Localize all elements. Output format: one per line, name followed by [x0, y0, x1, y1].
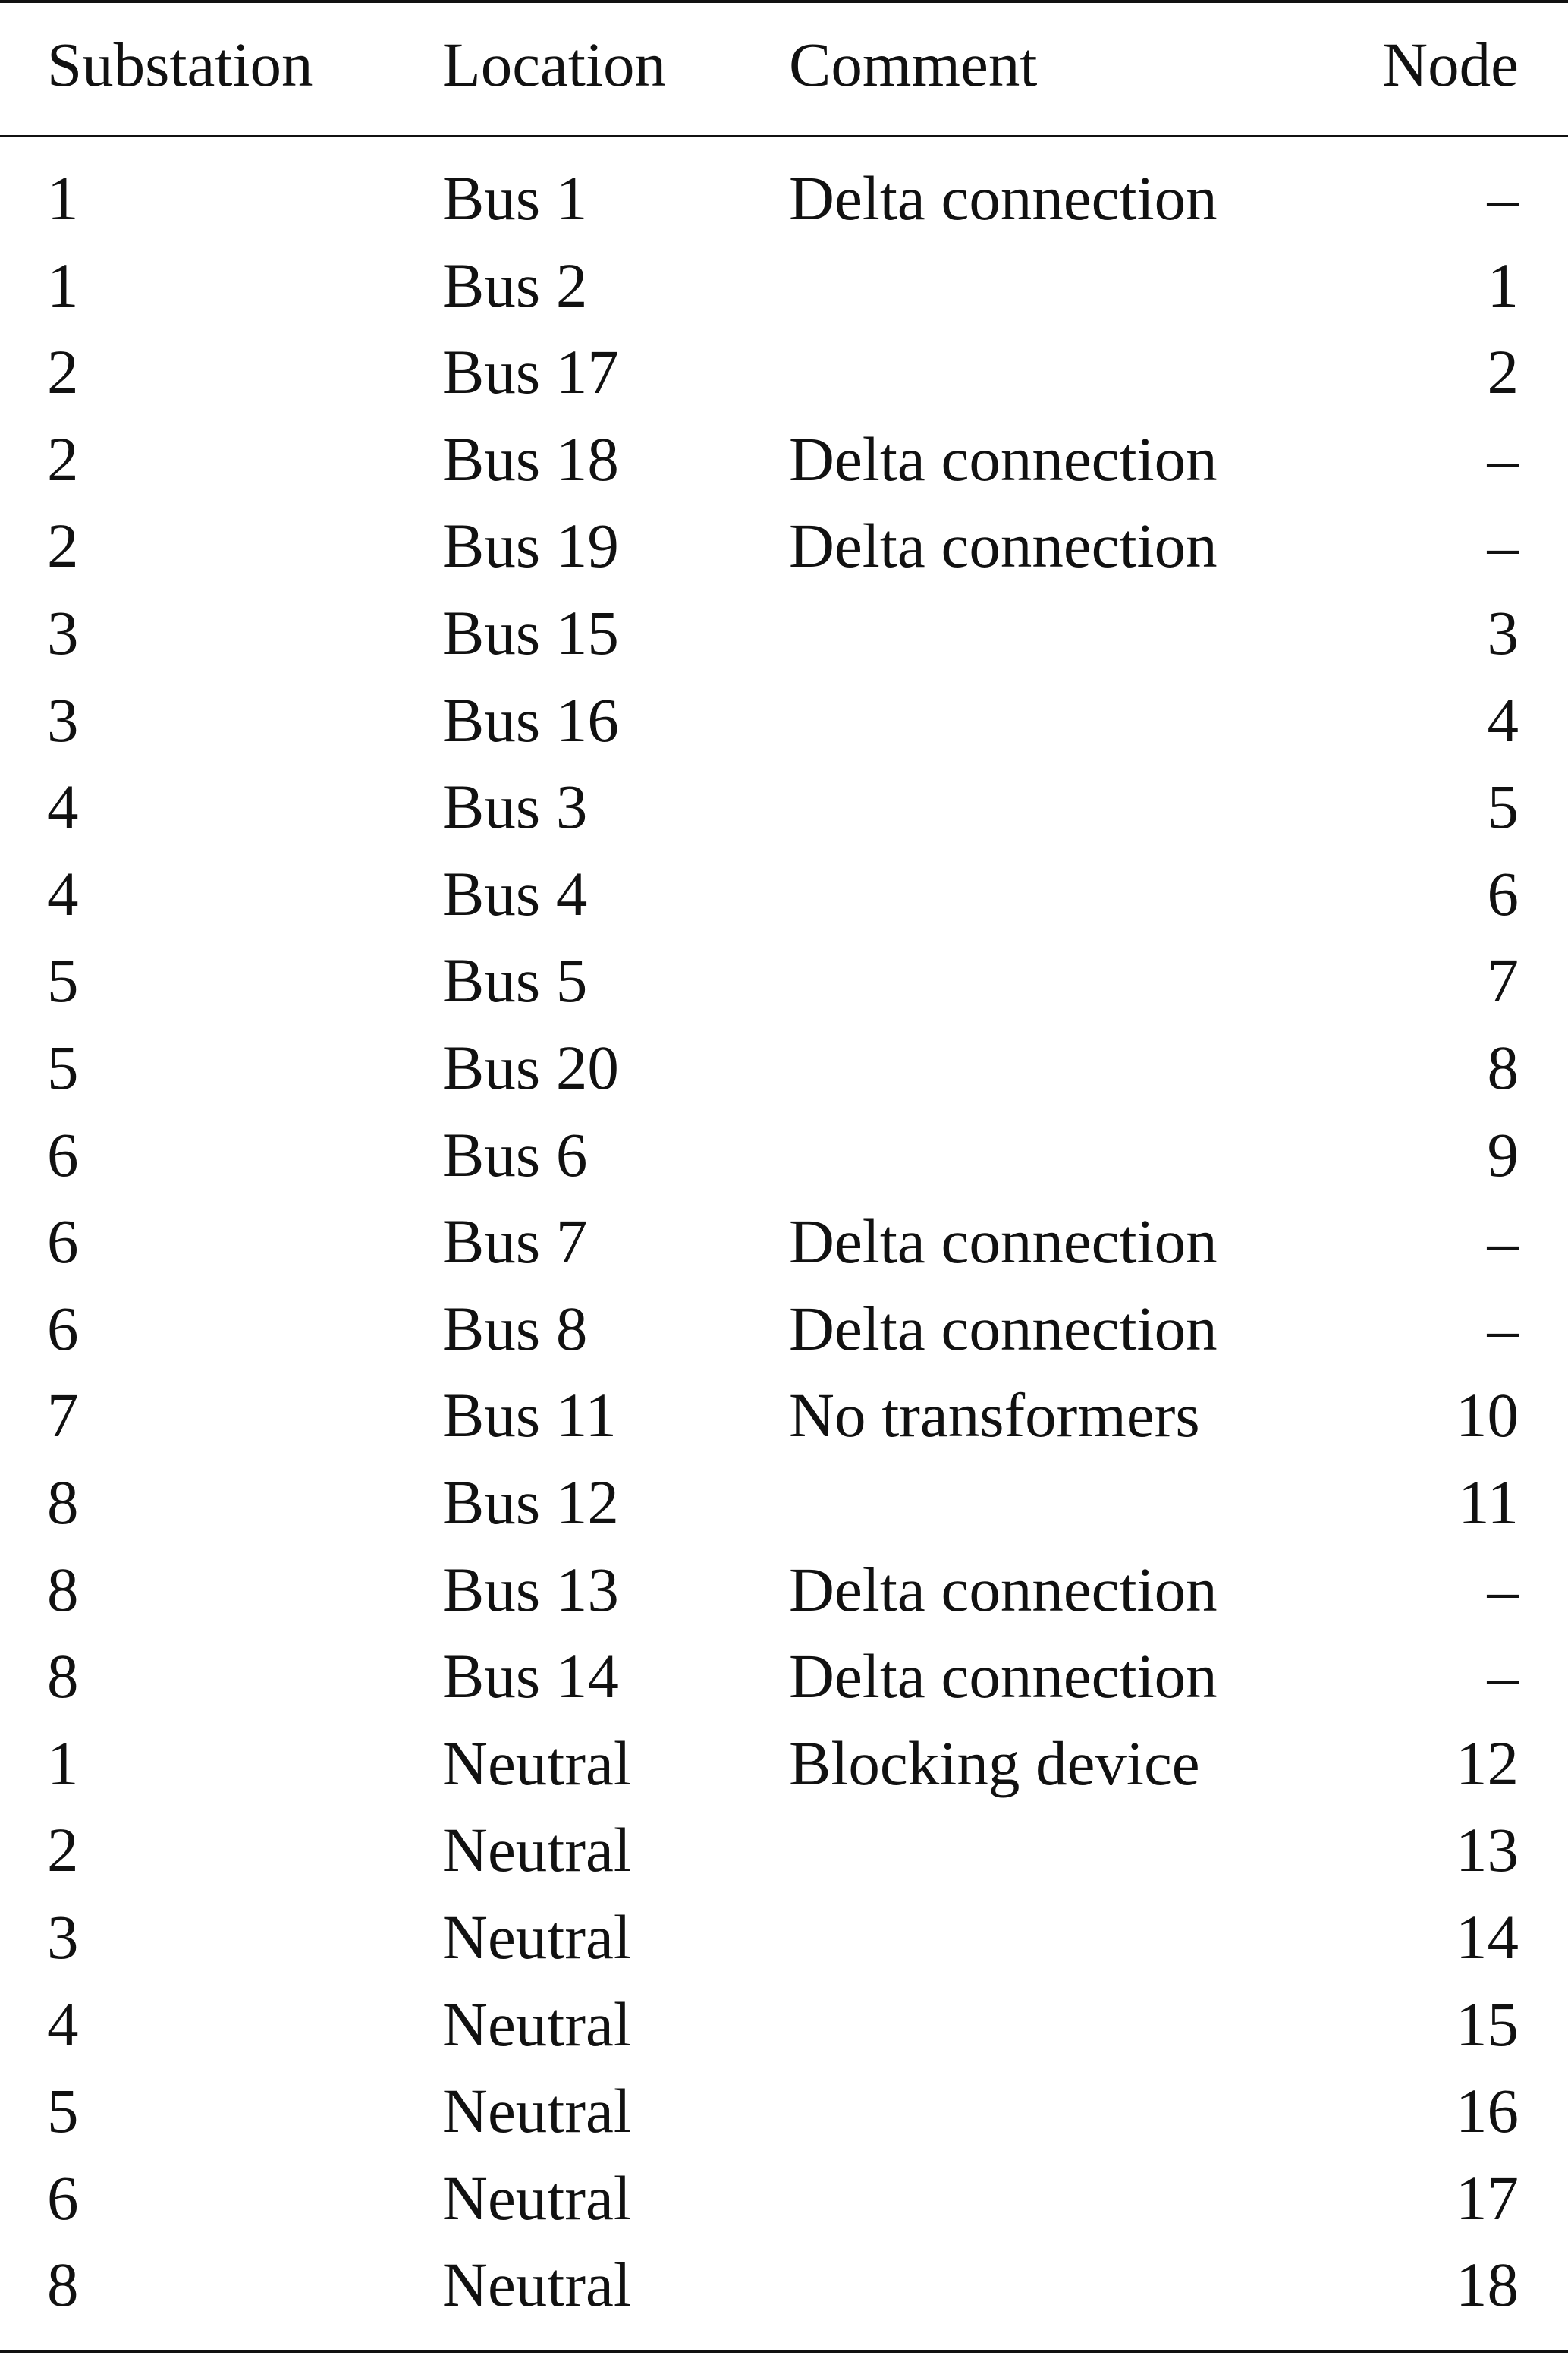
cell-substation: 6 [47, 1294, 79, 1363]
cell-substation: 8 [47, 1467, 79, 1537]
cell-location: Neutral [442, 1902, 631, 1972]
cell-substation: 5 [47, 2076, 79, 2146]
cell-substation: 2 [47, 424, 79, 494]
table-row [0, 590, 1568, 676]
cell-substation: 8 [47, 1641, 79, 1711]
cell-node: 15 [1456, 1989, 1519, 2059]
cell-location: Bus 13 [442, 1555, 619, 1624]
cell-location: Neutral [442, 2163, 631, 2233]
cell-location: Neutral [442, 2076, 631, 2146]
cell-location: Neutral [442, 2250, 631, 2319]
cell-node: 5 [1487, 772, 1519, 841]
table-row [0, 1720, 1568, 1806]
cell-comment: Delta connection [789, 163, 1218, 233]
cell-node: 11 [1458, 1467, 1519, 1537]
cell-substation: 6 [47, 1120, 79, 1190]
cell-node: 6 [1487, 859, 1519, 929]
cell-location: Bus 4 [442, 859, 588, 929]
cell-location: Bus 12 [442, 1467, 619, 1537]
cell-substation: 2 [47, 1815, 79, 1885]
cell-node: – [1487, 1641, 1519, 1711]
cell-node: 3 [1487, 598, 1519, 668]
cell-location: Bus 6 [442, 1120, 588, 1190]
cell-location: Bus 15 [442, 598, 619, 668]
table-row [0, 2241, 1568, 2328]
cell-substation: 3 [47, 685, 79, 755]
cell-substation: 1 [47, 250, 79, 320]
cell-substation: 3 [47, 598, 79, 668]
cell-location: Bus 16 [442, 685, 619, 755]
table-row [0, 1806, 1568, 1893]
cell-comment: Delta connection [789, 1555, 1218, 1624]
table-row [0, 1372, 1568, 1458]
cell-comment: Blocking device [789, 1728, 1200, 1798]
table-header-row [0, 21, 1568, 108]
cell-substation: 6 [47, 1206, 79, 1276]
cell-substation: 5 [47, 1033, 79, 1102]
cell-location: Bus 8 [442, 1294, 588, 1363]
cell-location: Neutral [442, 1989, 631, 2059]
table-row [0, 2067, 1568, 2154]
cell-substation: 1 [47, 163, 79, 233]
cell-location: Bus 20 [442, 1033, 619, 1102]
cell-comment: Delta connection [789, 511, 1218, 580]
cell-node: – [1487, 511, 1519, 580]
cell-node: 2 [1487, 337, 1519, 407]
table-row [0, 677, 1568, 763]
cell-node: 9 [1487, 1120, 1519, 1190]
cell-location: Bus 5 [442, 945, 588, 1015]
cell-location: Bus 19 [442, 511, 619, 580]
cell-node: 7 [1487, 945, 1519, 1015]
table-row [0, 502, 1568, 589]
cell-substation: 8 [47, 1555, 79, 1624]
cell-substation: 2 [47, 511, 79, 580]
cell-node: – [1487, 1555, 1519, 1624]
cell-node: – [1487, 1206, 1519, 1276]
table-row [0, 1285, 1568, 1372]
cell-comment: Delta connection [789, 1206, 1218, 1276]
cell-substation: 6 [47, 2163, 79, 2233]
table-bottom-rule [0, 2350, 1568, 2353]
cell-location: Bus 3 [442, 772, 588, 841]
cell-location: Bus 11 [442, 1380, 617, 1450]
cell-substation: 7 [47, 1380, 79, 1450]
header-node: Node [1382, 30, 1519, 99]
table-row [0, 851, 1568, 937]
header-location: Location [442, 30, 666, 99]
cell-substation: 4 [47, 772, 79, 841]
table-row [0, 1981, 1568, 2067]
cell-location: Neutral [442, 1728, 631, 1798]
cell-substation: 2 [47, 337, 79, 407]
cell-node: 10 [1456, 1380, 1519, 1450]
cell-node: 12 [1456, 1728, 1519, 1798]
table-row [0, 1894, 1568, 1980]
cell-node: 1 [1487, 250, 1519, 320]
cell-node: 13 [1456, 1815, 1519, 1885]
table-row [0, 1111, 1568, 1198]
table-row [0, 2155, 1568, 2241]
cell-substation: 8 [47, 2250, 79, 2319]
table-row [0, 1024, 1568, 1111]
table-row [0, 155, 1568, 241]
cell-node: 8 [1487, 1033, 1519, 1102]
cell-substation: 4 [47, 859, 79, 929]
cell-substation: 4 [47, 1989, 79, 2059]
table-row [0, 242, 1568, 329]
table-top-rule [0, 0, 1568, 3]
cell-location: Neutral [442, 1815, 631, 1885]
cell-location: Bus 7 [442, 1206, 588, 1276]
cell-node: – [1487, 424, 1519, 494]
table-row [0, 937, 1568, 1023]
cell-location: Bus 17 [442, 337, 619, 407]
table-row [0, 1633, 1568, 1719]
cell-node: 14 [1456, 1902, 1519, 1972]
table-row [0, 329, 1568, 415]
table-row [0, 763, 1568, 850]
cell-location: Bus 14 [442, 1641, 619, 1711]
cell-comment: Delta connection [789, 1294, 1218, 1363]
cell-node: 16 [1456, 2076, 1519, 2146]
cell-location: Bus 2 [442, 250, 588, 320]
table-row [0, 1546, 1568, 1633]
cell-substation: 1 [47, 1728, 79, 1798]
table-header-rule [0, 135, 1568, 137]
table-row [0, 416, 1568, 502]
cell-substation: 5 [47, 945, 79, 1015]
cell-substation: 3 [47, 1902, 79, 1972]
cell-node: 4 [1487, 685, 1519, 755]
table-row [0, 1198, 1568, 1284]
cell-node: 18 [1456, 2250, 1519, 2319]
cell-comment: Delta connection [789, 1641, 1218, 1711]
cell-comment: No transformers [789, 1380, 1200, 1450]
cell-comment: Delta connection [789, 424, 1218, 494]
header-comment: Comment [789, 30, 1038, 99]
cell-node: – [1487, 1294, 1519, 1363]
cell-location: Bus 18 [442, 424, 619, 494]
cell-location: Bus 1 [442, 163, 588, 233]
cell-node: – [1487, 163, 1519, 233]
table-row [0, 1459, 1568, 1545]
cell-node: 17 [1456, 2163, 1519, 2233]
header-substation: Substation [47, 30, 313, 99]
